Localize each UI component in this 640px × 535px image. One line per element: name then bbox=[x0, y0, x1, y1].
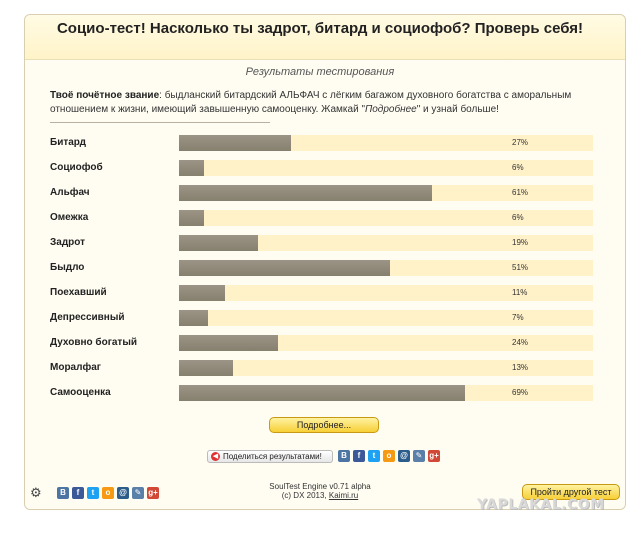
result-label: Моралфаг bbox=[50, 362, 101, 373]
result-bar-track bbox=[179, 160, 593, 176]
result-label: Альфач bbox=[50, 187, 90, 198]
result-bar-fill bbox=[179, 360, 233, 376]
result-bar-fill bbox=[179, 160, 204, 176]
gear-icon[interactable]: ⚙ bbox=[30, 485, 42, 500]
moimir-icon[interactable]: @ bbox=[117, 487, 129, 499]
result-percent: 24% bbox=[512, 338, 529, 347]
result-bar-fill bbox=[179, 210, 204, 226]
more-hint: Подробнее bbox=[365, 104, 417, 115]
result-percent: 69% bbox=[512, 388, 529, 397]
livejournal-icon[interactable]: ✎ bbox=[132, 487, 144, 499]
facebook-icon[interactable]: f bbox=[72, 487, 84, 499]
result-row bbox=[48, 210, 594, 228]
rank-lead: Твоё почётное звание bbox=[50, 90, 160, 101]
other-test-button[interactable]: Пройти другой тест bbox=[522, 484, 620, 500]
odnoklassniki-icon[interactable]: о bbox=[102, 487, 114, 499]
result-row bbox=[48, 335, 594, 353]
result-bar-fill bbox=[179, 285, 225, 301]
moimir-icon[interactable]: @ bbox=[398, 450, 410, 462]
result-row bbox=[48, 285, 594, 303]
result-row bbox=[48, 385, 594, 403]
result-bar-fill bbox=[179, 235, 258, 251]
more-button[interactable]: Подробнее... bbox=[269, 417, 379, 433]
result-row bbox=[48, 160, 594, 178]
share-button[interactable] bbox=[207, 450, 333, 463]
result-percent: 6% bbox=[512, 163, 524, 172]
result-bar-fill bbox=[179, 310, 208, 326]
divider bbox=[50, 122, 270, 123]
result-bar-fill bbox=[179, 185, 432, 201]
result-row bbox=[48, 360, 594, 378]
results-subtitle: Результаты тестирования bbox=[245, 66, 395, 78]
engine-version: SoulTest Engine v0.71 alpha bbox=[269, 482, 371, 491]
result-label: Быдло bbox=[50, 262, 85, 273]
result-percent: 51% bbox=[512, 263, 529, 272]
result-percent: 61% bbox=[512, 188, 529, 197]
twitter-icon[interactable]: t bbox=[368, 450, 380, 462]
result-percent: 7% bbox=[512, 313, 524, 322]
result-bar-track bbox=[179, 285, 593, 301]
watermark: YAPLAKAL.COM bbox=[477, 497, 605, 513]
result-row bbox=[48, 185, 594, 203]
result-percent: 27% bbox=[512, 138, 529, 147]
googleplus-icon[interactable]: g+ bbox=[148, 488, 158, 497]
result-bar-track bbox=[179, 360, 593, 376]
rank-text-end: " и узнай больше! bbox=[416, 104, 499, 115]
result-bar-track bbox=[179, 310, 593, 326]
result-bar-track bbox=[179, 135, 593, 151]
result-label: Битард bbox=[50, 137, 87, 148]
googleplus-icon[interactable]: g+ bbox=[429, 451, 439, 460]
livejournal-icon[interactable]: ✎ bbox=[413, 450, 425, 462]
vk-icon[interactable]: В bbox=[57, 487, 69, 499]
odnoklassniki-icon[interactable]: о bbox=[383, 450, 395, 462]
result-bar-fill bbox=[179, 260, 390, 276]
result-label: Омежка bbox=[50, 212, 89, 223]
result-label: Задрот bbox=[50, 237, 86, 248]
rank-text: : быдланский битардский АЛЬФАЧ с лёгким багажом духовного богатства с аморальным отношением к жизни, имеющий завышенную самооценку. Жамкай " bbox=[50, 90, 572, 115]
share-button-label: Поделиться результатами! bbox=[223, 452, 322, 461]
result-row bbox=[48, 310, 594, 328]
result-label: Социофоб bbox=[50, 162, 103, 173]
twitter-icon[interactable]: t bbox=[87, 487, 99, 499]
result-label: Депрессивный bbox=[50, 312, 125, 323]
copyright-text: (c) DX 2013, bbox=[281, 491, 329, 500]
result-bar-track bbox=[179, 385, 593, 401]
result-label: Самооценка bbox=[50, 387, 111, 398]
vk-icon[interactable]: В bbox=[338, 450, 350, 462]
result-bar-fill bbox=[179, 385, 465, 401]
result-description bbox=[50, 89, 590, 117]
result-bar-fill bbox=[179, 135, 291, 151]
result-label: Поехавший bbox=[50, 287, 107, 298]
result-percent: 11% bbox=[512, 288, 528, 297]
result-label: Духовно богатый bbox=[50, 337, 138, 348]
site-link[interactable]: Kaimi.ru bbox=[328, 491, 359, 500]
share-arrow-icon: ◀ bbox=[212, 453, 219, 460]
result-percent: 19% bbox=[512, 238, 529, 247]
result-row bbox=[48, 235, 594, 253]
result-bar-track bbox=[179, 260, 593, 276]
result-percent: 6% bbox=[512, 213, 524, 222]
facebook-icon[interactable]: f bbox=[353, 450, 365, 462]
result-bar-fill bbox=[179, 335, 278, 351]
result-bar-track bbox=[179, 185, 593, 201]
result-row bbox=[48, 135, 594, 153]
page-title: Социо-тест! Насколько ты задрот, битард и социофоб? Проверь себя! bbox=[56, 20, 584, 37]
result-row bbox=[48, 260, 594, 278]
result-bar-track bbox=[179, 335, 593, 351]
result-bar-track bbox=[179, 210, 593, 226]
result-percent: 13% bbox=[512, 363, 529, 372]
result-bar-track bbox=[179, 235, 593, 251]
